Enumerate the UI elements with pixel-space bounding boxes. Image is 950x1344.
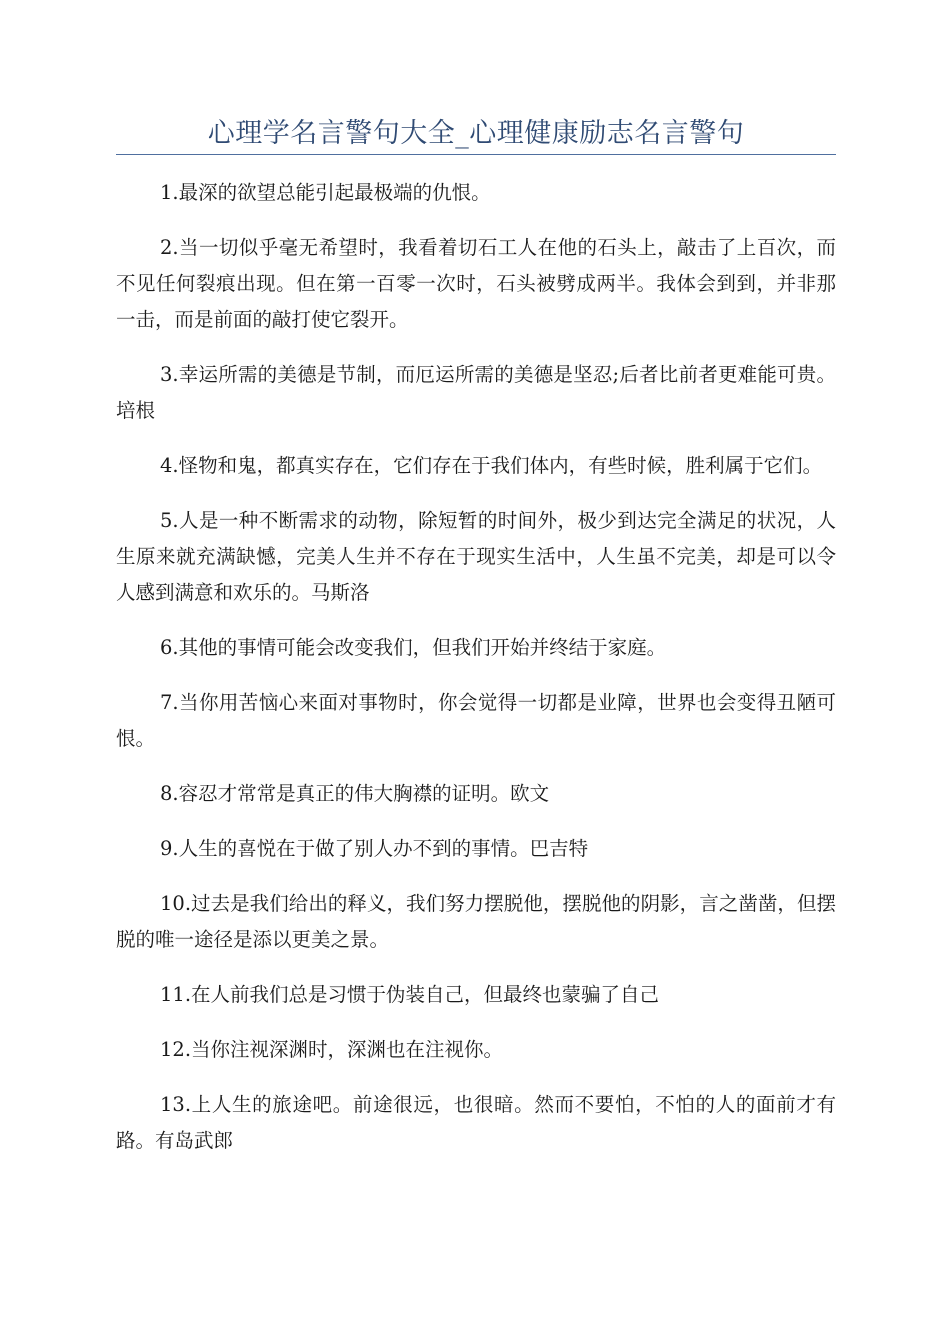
quote-paragraph-5: 5.人是一种不断需求的动物，除短暂的时间外，极少到达完全满足的状况，人生原来就充满缺憾，完美人生并不存在于现实生活中，人生虽不完美，却是可以令人感到满意和欢乐的。马斯洛 <box>116 509 836 604</box>
title-divider <box>116 154 836 155</box>
quote-paragraph-11: 11.在人前我们总是习惯于伪装自己，但最终也蒙骗了自己 <box>160 983 660 1006</box>
quote-paragraph-2: 2.当一切似乎毫无希望时，我看着切石工人在他的石头上，敲击了上百次，而不见任何裂痕出现。但在第一百零一次时，石头被劈成两半。我体会到到，并非那一击，而是前面的敲打使它裂开。 <box>116 236 836 331</box>
quote-paragraph-7: 7.当你用苦恼心来面对事物时，你会觉得一切都是业障，世界也会变得丑陋可恨。 <box>116 691 836 750</box>
quote-list <box>116 175 836 1178</box>
quote-paragraph-8: 8.容忍才常常是真正的伟大胸襟的证明。欧文 <box>160 782 550 805</box>
quote-paragraph-12: 12.当你注视深渊时，深渊也在注视你。 <box>160 1038 504 1061</box>
quote-paragraph-3: 3.幸运所需的美德是节制，而厄运所需的美德是坚忍;后者比前者更难能可贵。培根 <box>116 363 836 422</box>
quote-paragraph-4: 4.怪物和鬼，都真实存在，它们存在于我们体内，有些时候，胜利属于它们。 <box>160 454 823 477</box>
quote-paragraph-1: 1.最深的欲望总能引起最极端的仇恨。 <box>160 181 491 204</box>
page-title: 心理学名言警句大全_心理健康励志名言警句 <box>207 118 745 149</box>
quote-paragraph-6: 6.其他的事情可能会改变我们，但我们开始并终结于家庭。 <box>160 636 667 659</box>
quote-paragraph-13: 13.上人生的旅途吧。前途很远，也很暗。然而不要怕，不怕的人的面前才有路。有岛武郎 <box>116 1093 836 1152</box>
quote-paragraph-9: 9.人生的喜悦在于做了别人办不到的事情。巴吉特 <box>160 837 589 860</box>
quote-paragraph-10: 10.过去是我们给出的释义，我们努力摆脱他，摆脱他的阴影，言之凿凿，但摆脱的唯一途径是添以更美之景。 <box>116 892 836 951</box>
